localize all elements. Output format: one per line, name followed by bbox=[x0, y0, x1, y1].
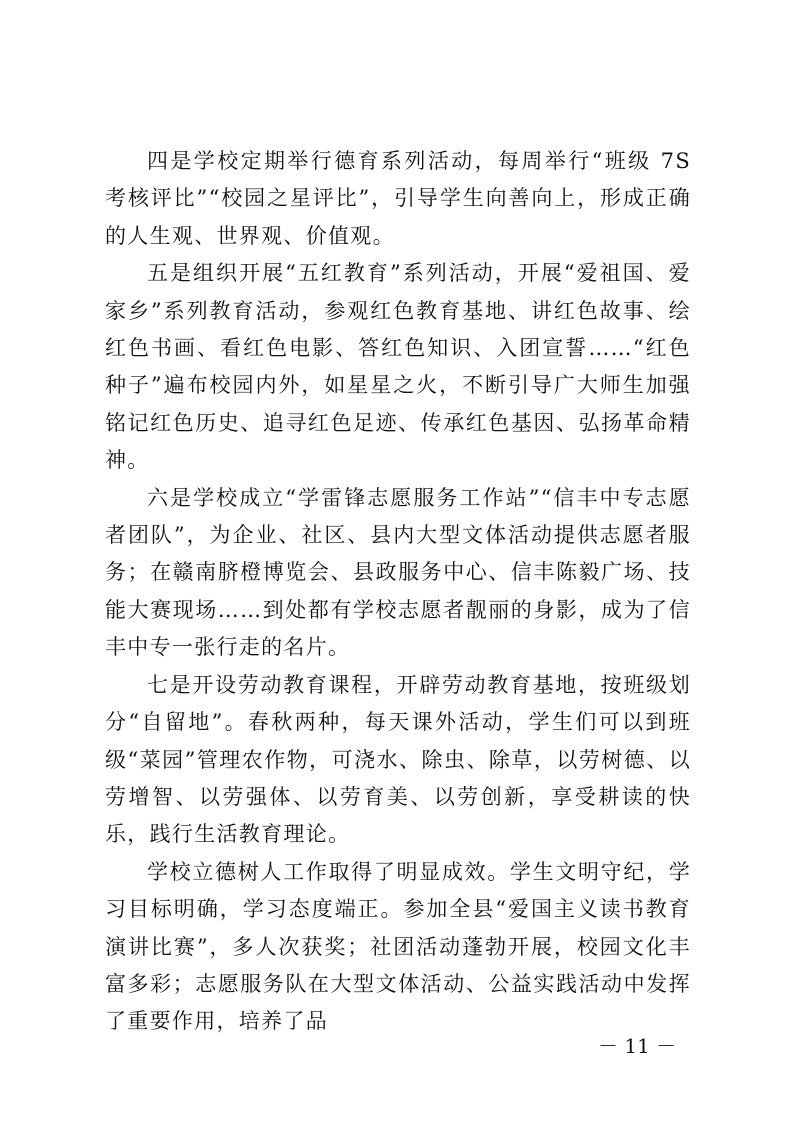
paragraph-achievements: 学校立德树人工作取得了明显成效。学生文明守纪，学习目标明确，学习态度端正。参加全县“爱国主义读书教育演讲比赛”，多人次获奖；社团活动蓬勃开展，校园文化丰富多彩；志愿服务队在大型文体活动、公益实践活动中发挥了重要作用，培养了品 bbox=[105, 859, 691, 1034]
paragraph-red-education: 五是组织开展“五红教育”系列活动，开展“爱祖国、爱家乡”系列教育活动，参观红色教育基地、讲红色故事、绘红色书画、看红色电影、答红色知识、入团宣誓……“红色种子”遍布校园内外，如星星之火，不断引导广大师生加强铭记红色历史、追寻红色足迹、传承红色基因、弘扬革命精神。 bbox=[105, 261, 691, 473]
paragraph-volunteer-service: 六是学校成立“学雷锋志愿服务工作站”“信丰中专志愿者团队”，为企业、社区、县内大型文体活动提供志愿者服务；在赣南脐橙博览会、县政服务中心、信丰陈毅广场、技能大赛现场……到处都有学校志愿者靓丽的身影，成为了信丰中专一张行走的名片。 bbox=[105, 485, 691, 660]
page-number: － 11 － bbox=[598, 1034, 677, 1058]
paragraph-labor-education: 七是开设劳动教育课程，开辟劳动教育基地，按班级划分“自留地”。春秋两种，每天课外活动，学生们可以到班级“菜园”管理农作物，可浇水、除虫、除草，以劳树德、以劳增智、以劳强体、以劳育美、以劳创新，享受耕读的快乐，践行生活教育理论。 bbox=[105, 672, 691, 847]
body-text bbox=[105, 143, 691, 1041]
paragraph-activities-series: 四是学校定期举行德育系列活动，每周举行“班级 7S 考核评比”“校园之星评比”，引导学生向善向上，形成正确的人生观、世界观、价值观。 bbox=[105, 149, 691, 248]
